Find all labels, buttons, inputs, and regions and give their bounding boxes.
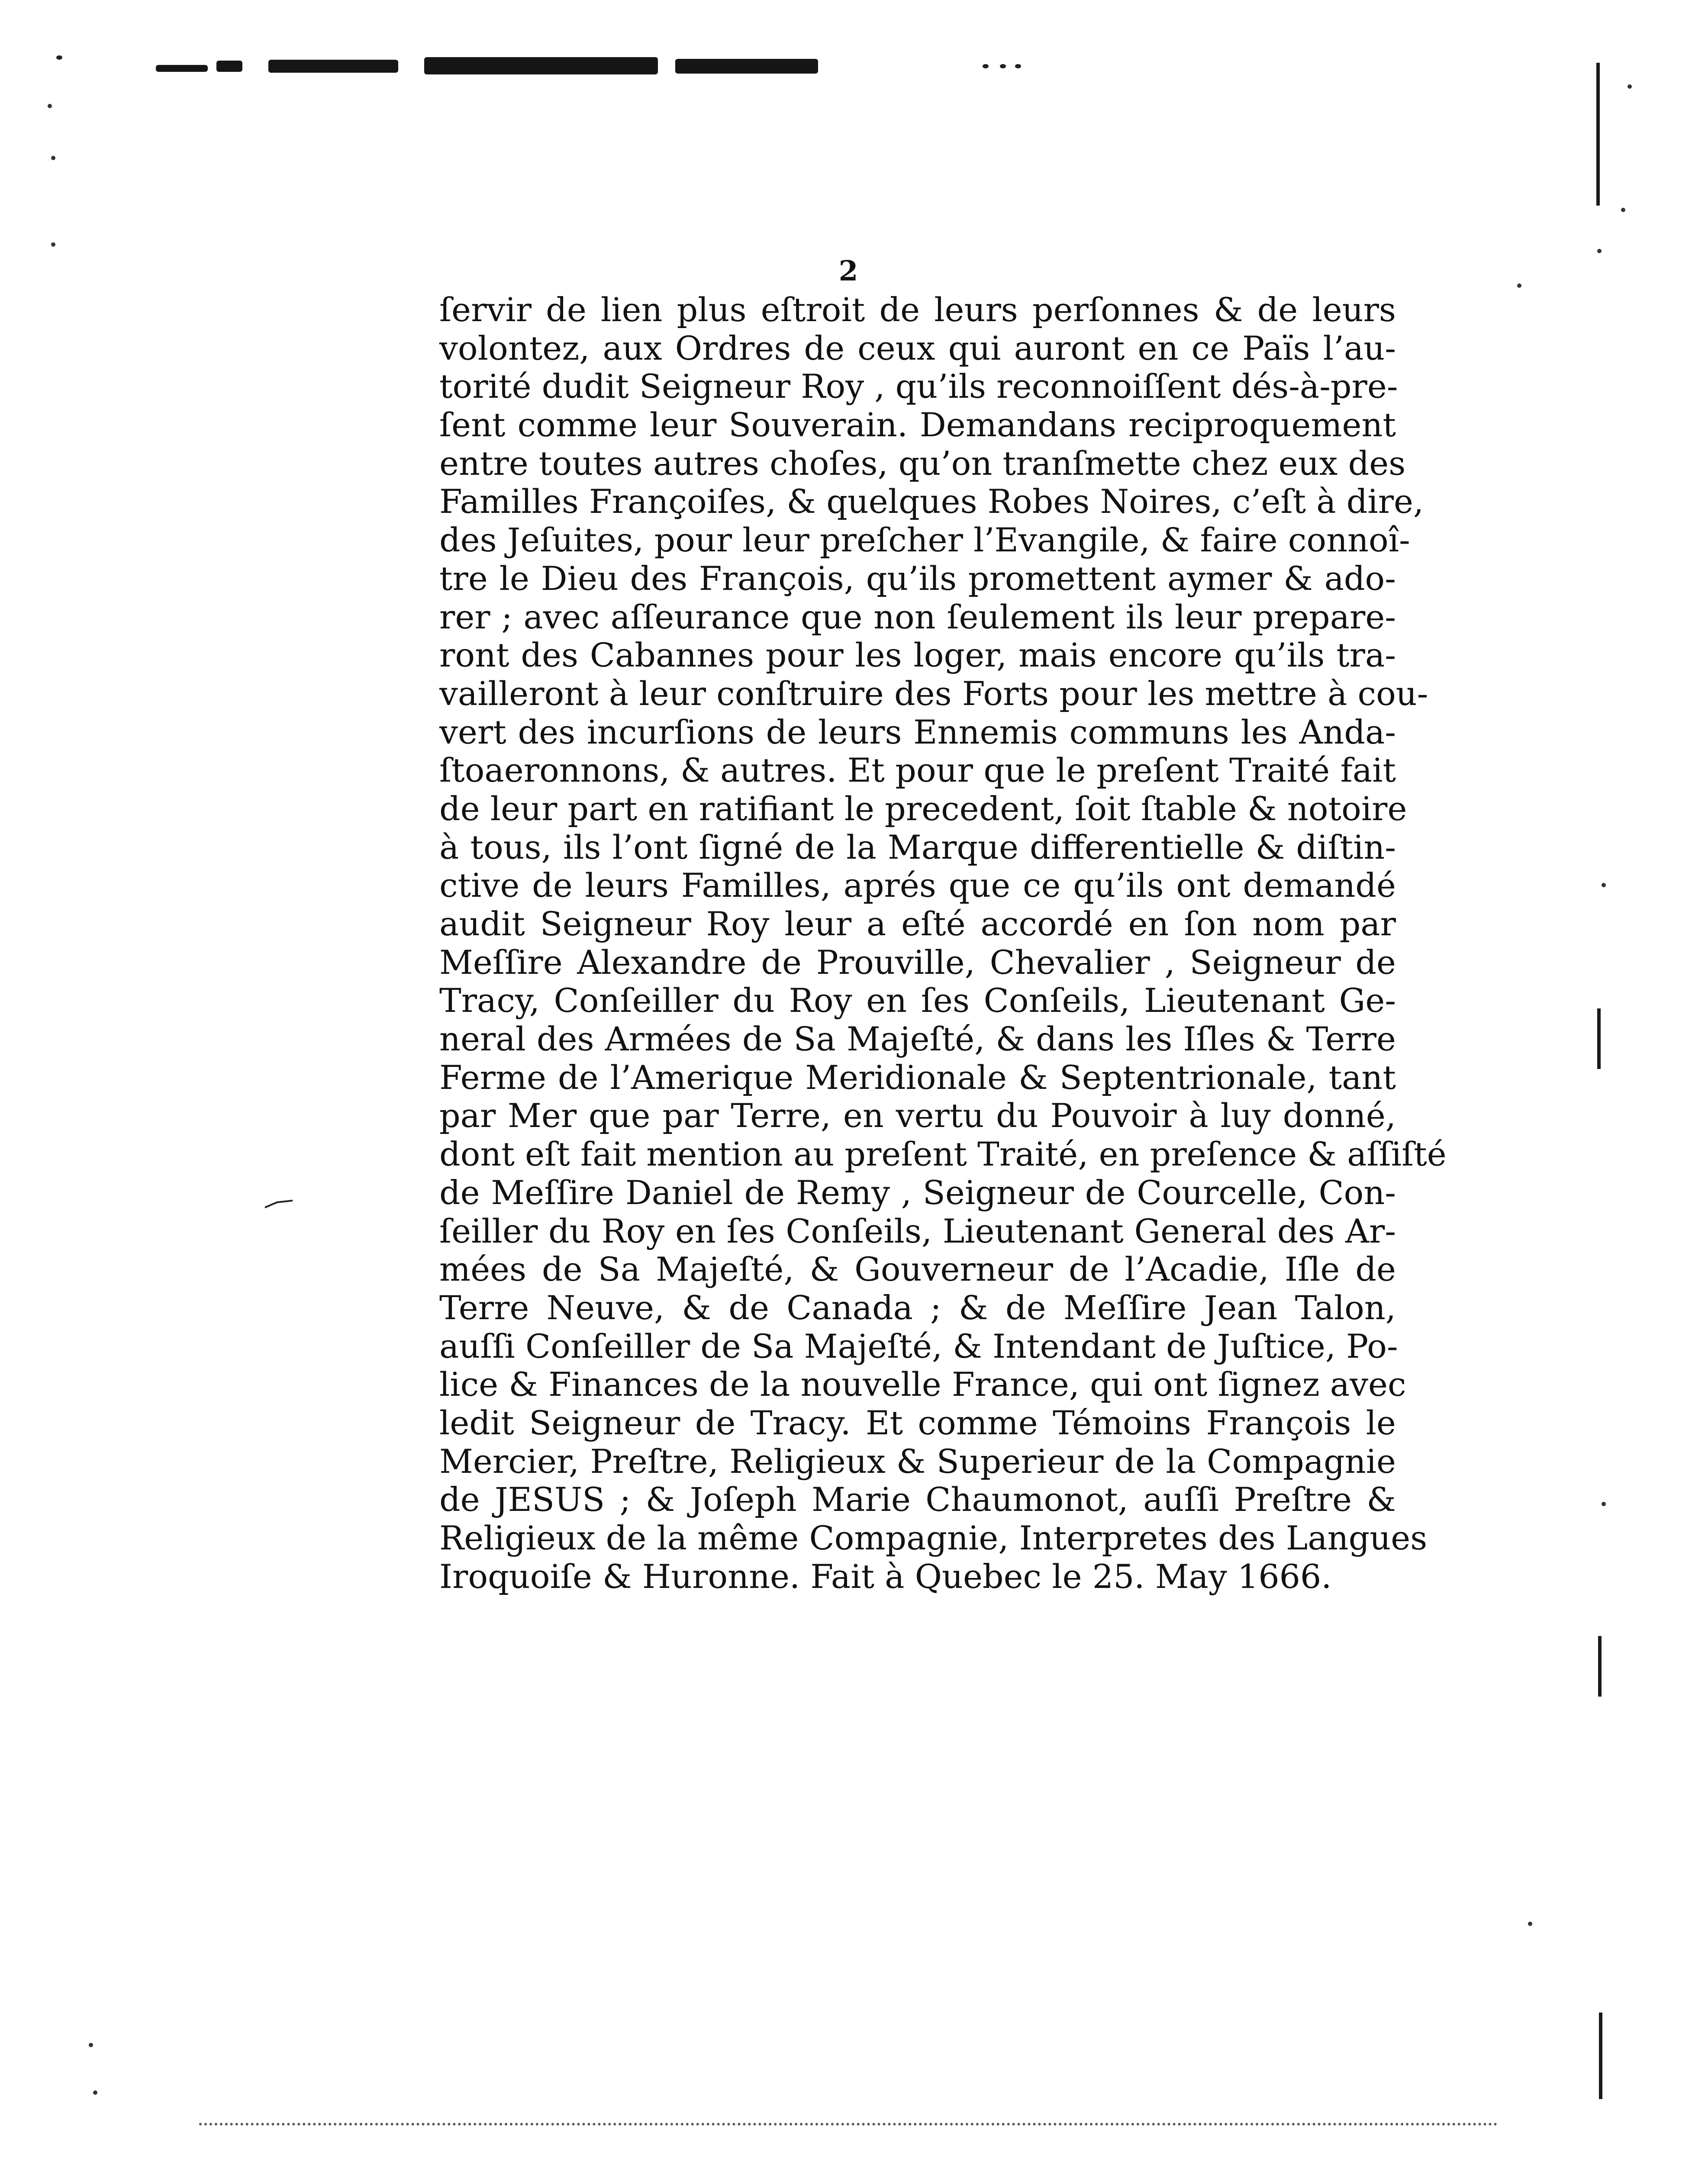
scan-speck: [56, 55, 62, 60]
top-edge-smudge: [216, 61, 242, 72]
binding-edge-line: [1597, 1008, 1601, 1069]
text-line: lice & Finances de la nouvelle France, qui ont ſignez avec: [439, 1365, 1406, 1404]
text-line: ſeiller du Roy en ſes Conſeils, Lieutenant General des Ar-: [439, 1211, 1396, 1250]
text-line: ſent comme leur Souverain. Demandans reciproquement: [439, 406, 1396, 444]
scan-speck: [93, 2090, 97, 2095]
text-line: Terre Neuve, & de Canada ; & de Meſſire Jean Talon,: [439, 1288, 1396, 1327]
margin-pen-mark: [264, 1199, 294, 1209]
text-line: à tous, ils l’ont ſigné de la Marque differentielle & diſtin-: [439, 828, 1396, 866]
scan-speck: [1015, 64, 1021, 68]
binding-edge-line: [1598, 1636, 1602, 1697]
scan-speck: [1621, 208, 1625, 212]
text-line: tre le Dieu des François, qu’ils promettent aymer & ado-: [439, 559, 1396, 598]
bottom-edge-noise: [199, 2123, 1498, 2125]
text-line: de Meſſire Daniel de Remy , Seigneur de Courcelle, Con-: [439, 1173, 1396, 1212]
page-body-text: [439, 290, 1447, 1596]
binding-edge-line: [1599, 2013, 1602, 2099]
text-line: ctive de leurs Familles, aprés que ce qu’ils ont demandé: [439, 866, 1396, 905]
text-line: de JESUS ; & Joſeph Marie Chaumonot, auſſi Preſtre &: [439, 1480, 1396, 1519]
top-edge-smudge: [675, 59, 818, 74]
text-line: vailleront à leur conſtruire des Forts pour les mettre à cou-: [439, 674, 1428, 713]
scan-speck: [51, 156, 55, 160]
scan-speck: [1627, 84, 1632, 89]
text-line: mées de Sa Majeſté, & Gouverneur de l’Acadie, Iſle de: [439, 1250, 1396, 1289]
text-line: audit Seigneur Roy leur a eſté accordé en ſon nom par: [439, 905, 1396, 943]
text-line: de leur part en ratifiant le precedent, ſoit ſtable & notoire: [439, 789, 1407, 828]
text-line: ront des Cabannes pour les loger, mais encore qu’ils tra-: [439, 636, 1396, 675]
text-line: entre toutes autres choſes, qu’on tranſmette chez eux des: [439, 444, 1406, 483]
scan-speck: [48, 104, 52, 108]
text-line: Religieux de la même Compagnie, Interpretes des Langues: [439, 1519, 1428, 1557]
text-line: Tracy, Conſeiller du Roy en ſes Conſeils, Lieutenant Ge-: [439, 981, 1396, 1020]
text-line: Mercier, Preſtre, Religieux & Superieur de la Compagnie: [439, 1442, 1396, 1481]
text-line: vert des incurſions de leurs Ennemis communs les Anda-: [439, 712, 1396, 751]
binding-edge-line: [1596, 63, 1600, 206]
scan-speck: [1517, 283, 1521, 288]
scan-speck: [1602, 1502, 1606, 1506]
scan-speck: [1000, 64, 1006, 68]
top-edge-smudge: [156, 65, 208, 72]
text-line: rer ; avec aſſeurance que non ſeulement ils leur prepare-: [439, 597, 1396, 636]
scan-speck: [89, 2043, 93, 2047]
text-line: par Mer que par Terre, en vertu du Pouvoir à luy donné,: [439, 1096, 1396, 1135]
scan-speck: [1602, 883, 1606, 887]
text-line: torité dudit Seigneur Roy , qu’ils reconnoiſſent dés-à-pre-: [439, 367, 1398, 406]
text-line: ſtoaeronnons, & autres. Et pour que le preſent Traité fait: [439, 751, 1396, 790]
text-line: volontez, aux Ordres de ceux qui auront en ce Païs l’au-: [439, 328, 1396, 367]
text-line: dont eſt fait mention au preſent Traité, en preſence & aſſiſté: [439, 1135, 1447, 1174]
text-line: neral des Armées de Sa Majeſté, & dans les Iſles & Terre: [439, 1020, 1396, 1059]
text-line: Meſſire Alexandre de Prouville, Chevalier , Seigneur de: [439, 943, 1396, 982]
text-line: ledit Seigneur de Tracy. Et comme Témoins François le: [439, 1403, 1396, 1442]
text-line: ſervir de lien plus eſtroit de leurs perſonnes & de leurs: [439, 290, 1396, 329]
scan-speck: [983, 64, 989, 68]
text-line: Iroquoiſe & Huronne. Fait à Quebec le 25. May 1666.: [439, 1557, 1332, 1596]
text-line: Familles Françoiſes, & quelques Robes Noires, c’eſt à dire,: [439, 482, 1424, 521]
text-line: des Jeſuites, pour leur preſcher l’Evangile, & faire connoî-: [439, 521, 1410, 560]
scan-speck: [51, 242, 55, 247]
scan-speck: [1597, 249, 1602, 253]
top-edge-smudge: [268, 60, 398, 73]
page-number: 2: [838, 255, 858, 287]
top-edge-smudge: [424, 57, 658, 74]
text-line: auſſi Conſeiller de Sa Majeſté, & Intendant de Juſtice, Po-: [439, 1327, 1398, 1365]
text-line: Ferme de l’Amerique Meridionale & Septentrionale, tant: [439, 1058, 1396, 1097]
scan-speck: [1528, 1922, 1532, 1926]
